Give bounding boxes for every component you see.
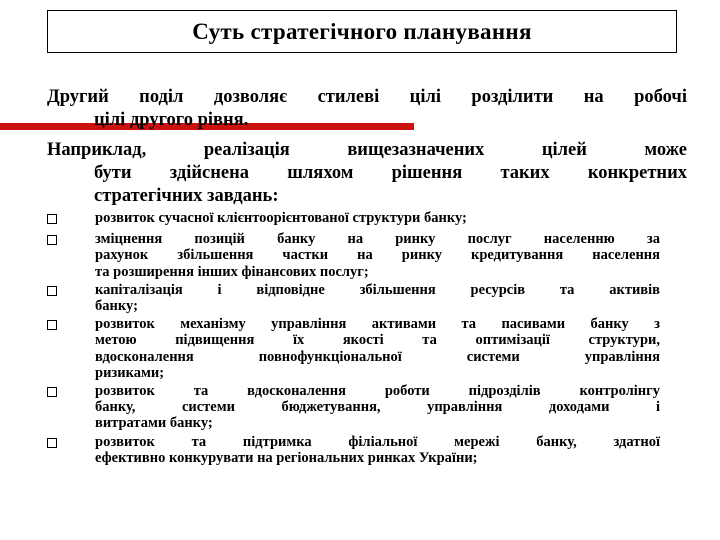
bullet-line: розвиток механізму управління активами та пасивами банку з: [95, 316, 660, 333]
bullet-line: рахунок збільшення частки на ринку кредитування населення: [95, 247, 660, 264]
square-bullet-icon: [47, 214, 57, 224]
bullet-item: [47, 383, 660, 432]
bullet-line: вдосконалення повнофункціональної системи управління: [95, 348, 660, 365]
square-bullet-icon: [47, 320, 57, 330]
bullet-line: метою підвищення їх якості та оптимізації структури,: [95, 332, 660, 349]
intro-1-line-1: Другий поділ дозволяє стилеві цілі розділити на робочі: [47, 87, 687, 107]
intro-2-line-2: бути здійснена шляхом рішення таких конкретних: [94, 163, 687, 183]
bullet-line: розвиток та вдосконалення роботи підрозділів контролінгу: [95, 383, 660, 400]
bullet-line: банку, системи бюджетування, управління доходами і: [95, 399, 660, 416]
intro-2-line-1: Наприклад, реалізація вищезазначених цілей може: [47, 140, 687, 160]
bullet-line: розвиток сучасної клієнтоорієнтованої структури банку;: [95, 210, 467, 226]
intro-1-line-2: цілі другого рівня.: [94, 110, 249, 130]
bullet-line: ризиками;: [95, 364, 165, 381]
square-bullet-icon: [47, 286, 57, 296]
square-bullet-icon: [47, 438, 57, 448]
bullet-line: капіталізація і відповідне збільшення ресурсів та активів: [95, 281, 660, 298]
intro-2-line-3: стратегічних завдань:: [94, 186, 279, 206]
bullet-item: [47, 210, 660, 226]
intro-paragraph-2: [47, 139, 687, 208]
bullet-line: та розширення інших фінансових послуг;: [95, 263, 369, 280]
square-bullet-icon: [47, 387, 57, 397]
bullet-line: ефективно конкурувати на регіональних ринках України;: [95, 449, 478, 466]
bullet-line: розвиток та підтримка філіальної мережі банку, здатної: [95, 433, 660, 450]
bullet-item: [47, 434, 660, 466]
slide-title: Суть стратегічного планування: [192, 18, 532, 44]
bullet-line: витратами банку;: [95, 415, 213, 432]
intro-paragraph-1: [47, 86, 687, 132]
bullet-item: [47, 231, 660, 280]
bullet-line: зміцнення позицій банку на ринку послуг населенню за: [95, 231, 660, 248]
task-bullet-list: [47, 210, 660, 466]
square-bullet-icon: [47, 235, 57, 245]
bullet-item: [47, 282, 660, 314]
bullet-line: банку;: [95, 298, 138, 315]
bullet-item: [47, 316, 660, 381]
slide-title-box: [47, 10, 677, 53]
